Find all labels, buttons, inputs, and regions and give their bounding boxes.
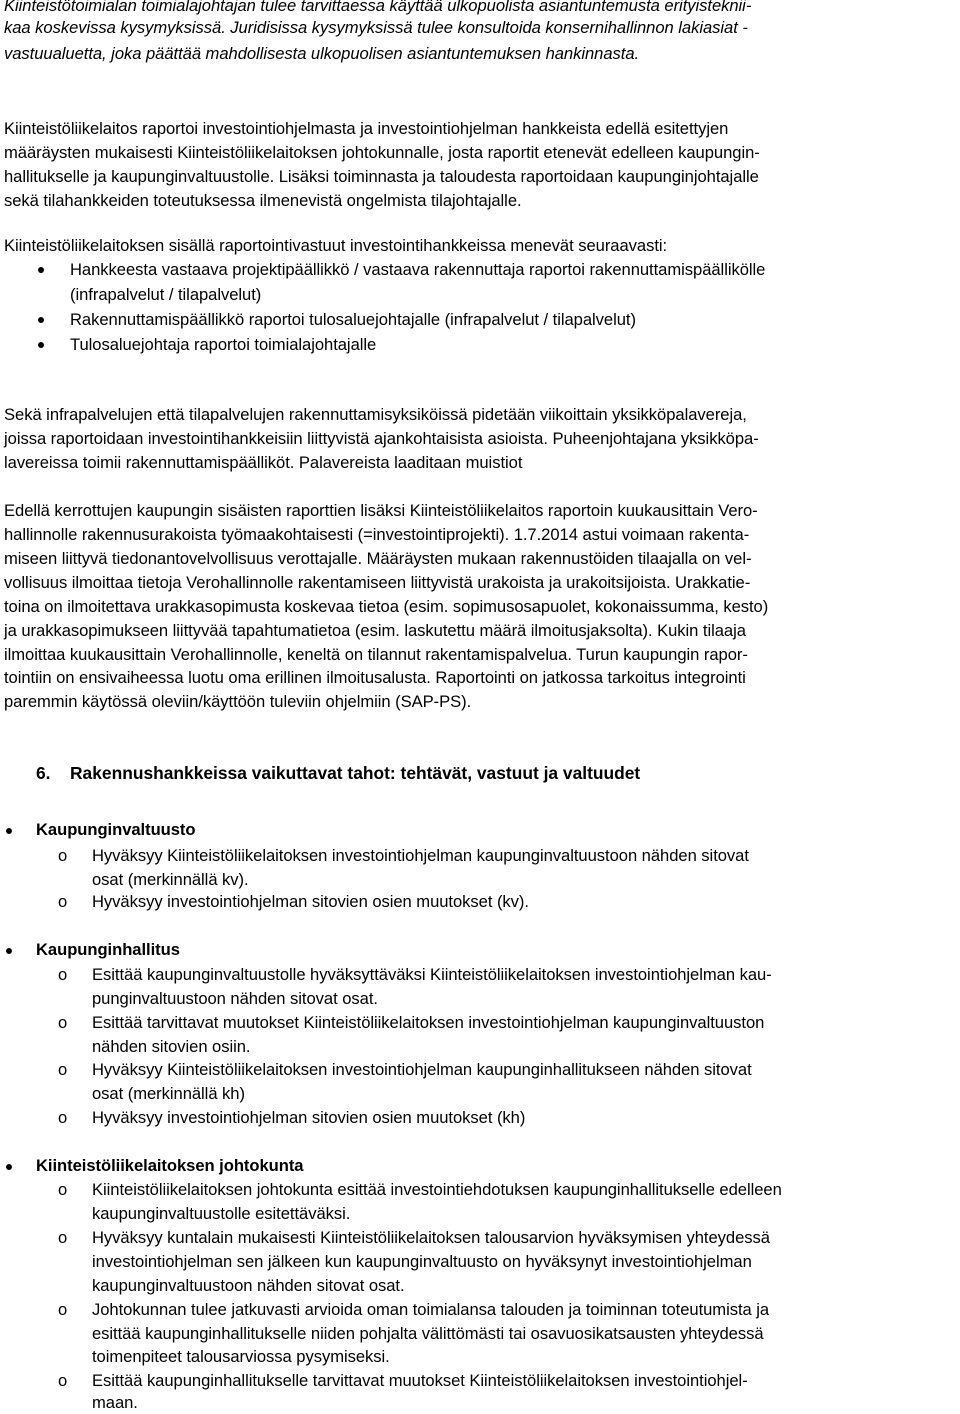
sub-item-text: Hyväksyy Kiinteistöliikelaitoksen investointiohjelman kaupunginvaltuustoon nähden sitovat	[92, 846, 749, 865]
bullet-text: Hankkeesta vastaava projektipäällikkö / vastaava rakennuttaja raportoi rakennuttamispäällikölle	[70, 260, 766, 279]
sub-item-text: Esittää kaupunginvaltuustolle hyväksyttäväksi Kiinteistöliikelaitoksen investointiohjelman kau-	[92, 965, 772, 984]
paragraph-line: tointiin on ensivaiheessa luotu oma erillinen ilmoitusalusta. Raportointi on jatkossa tarkoitus integrointi	[4, 668, 746, 687]
bullet-icon	[6, 828, 12, 834]
sub-item-text: nähden sitovien osiin.	[92, 1037, 251, 1056]
bullet-icon	[38, 342, 44, 348]
paragraph-line: paremmin käytössä oleviin/käyttöön tuleviin ohjelmiin (SAP-PS).	[4, 692, 472, 711]
sub-item-text: kaupunginvaltuustoon nähden sitovat osat.	[92, 1276, 405, 1295]
sub-item-text: Kiinteistöliikelaitoksen johtokunta esittää investointiehdotuksen kaupunginhallitukselle edelleen	[92, 1180, 782, 1199]
sub-bullet-icon: o	[58, 965, 68, 984]
sub-item-text: maan.	[92, 1393, 138, 1412]
body-title: Kaupunginhallitus	[36, 940, 180, 959]
paragraph-line: vollisuus ilmoittaa tietoja Verohallinnolle rakentamiseen liittyvistä urakoista ja urakoitsijoista. Urakkatie-	[4, 573, 751, 592]
paragraph-line: ilmoittaa kuukausittain Verohallinnolle, keneltä on tilannut rakentamispalvelua. Turun kaupungin rapor-	[4, 645, 748, 664]
body-title: Kiinteistöliikelaitoksen johtokunta	[36, 1156, 304, 1175]
sub-item-text: kaupunginvaltuustolle esitettäväksi.	[92, 1204, 351, 1223]
sub-bullet-icon: o	[58, 1180, 68, 1199]
bullet-text: Tulosaluejohtaja raportoi toimialajohtajalle	[70, 335, 377, 354]
sub-item-text: Hyväksyy Kiinteistöliikelaitoksen investointiohjelman kaupunginhallitukseen nähden sitovat	[92, 1060, 752, 1079]
bullet-icon	[6, 948, 12, 954]
bullet-icon	[38, 317, 44, 323]
sub-item-text: Hyväksyy investointiohjelman sitovien osien muutokset (kv).	[92, 892, 529, 911]
section-number: 6.	[36, 763, 51, 783]
bullet-icon	[38, 267, 44, 273]
section-title: Rakennushankkeissa vaikuttavat tahot: tehtävät, vastuut ja valtuudet	[70, 763, 641, 783]
sub-item-text: osat (merkinnällä kv).	[92, 870, 249, 889]
paragraph-line: ja urakkasopimukseen liittyvää tapahtumatietoa (esim. laskutettu määrä ilmoitusjaksolta). Kukin tilaaja	[4, 621, 746, 640]
sub-item-text: osat (merkinnällä kh)	[92, 1084, 245, 1103]
sub-item-text: Esittää tarvittavat muutokset Kiinteistöliikelaitoksen investointiohjelman kaupunginvaltuuston	[92, 1013, 765, 1032]
paragraph-line: sekä tilahankkeiden toteutuksessa ilmenevistä ongelmista tilajohtajalle.	[4, 191, 522, 210]
paragraph-line: joissa raportoidaan investointihankkeisiin liittyvistä ajankohtaisista asioista. Puheenjohtajana yksikköpa-	[4, 429, 759, 448]
bullet-text: Rakennuttamispäällikkö raportoi tulosaluejohtajalle (infrapalvelut / tilapalvelut)	[70, 310, 636, 329]
sub-bullet-icon: o	[58, 892, 68, 911]
sub-item-text: Esittää kaupunginhallitukselle tarvittavat muutokset Kiinteistöliikelaitoksen investointiohjel-	[92, 1371, 748, 1390]
sub-bullet-icon: o	[58, 1060, 68, 1079]
paragraph-line: lavereissa toimii rakennuttamispäälliköt. Palavereista laaditaan muistiot	[4, 453, 523, 472]
intro-line: kaa koskevissa kysymyksissä. Juridisissa kysymyksissä tulee konsultoida konsernihallinnon lakiasiat -	[4, 18, 748, 37]
intro-line: vastuualuetta, joka päättää mahdollisesta ulkopuolisen asiantuntemuksen hankinnasta.	[4, 44, 640, 63]
paragraph-line: Edellä kerrottujen kaupungin sisäisten raporttien lisäksi Kiinteistöliikelaitos raportoin kuukausittain Vero-	[4, 501, 758, 520]
paragraph-line: hallinnolle rakennusurakoista työmaakohtaisesti (=investointiprojekti). 1.7.2014 astui voimaan rakenta-	[4, 525, 750, 544]
sub-bullet-icon: o	[58, 1371, 68, 1390]
sub-bullet-icon: o	[58, 1300, 68, 1319]
body-title: Kaupunginvaltuusto	[36, 820, 196, 839]
sub-item-text: esittää kaupunginhallitukselle niiden pohjalta välittömästi tai osavuosikatsausten yhteydessä	[92, 1324, 764, 1343]
sub-bullet-icon: o	[58, 1013, 68, 1032]
sub-item-text: toimenpiteet talousarviossa pysymiseksi.	[92, 1347, 390, 1366]
paragraph-line: Sekä infrapalvelujen että tilapalvelujen rakennuttamisyksiköissä pidetään viikoittain yksikköpalavereja,	[4, 405, 747, 424]
bullet-text: (infrapalvelut / tilapalvelut)	[70, 285, 262, 304]
paragraph-line: Kiinteistöliikelaitos raportoi investointiohjelmasta ja investointiohjelman hankkeista edellä esitettyjen	[4, 119, 729, 138]
paragraph-line: toina on ilmoitettava urakkasopimusta koskevaa tietoa (esim. sopimusosapuolet, kokonaissumma, kesto)	[4, 597, 769, 616]
paragraph-line: määräysten mukaisesti Kiinteistöliikelaitoksen johtokunnalle, josta raportit etenevät edelleen kaupungin-	[4, 143, 760, 162]
bullet-icon	[6, 1164, 12, 1170]
sub-item-text: investointiohjelman sen jälkeen kun kaupunginvaltuusto on hyväksynyt investointiohjelman	[92, 1252, 752, 1271]
intro-line: Kiinteistötoimialan toimialajohtajan tulee tarvittaessa käyttää ulkopuolista asiantuntemusta erityisteknii-	[4, 0, 752, 15]
sub-item-text: Hyväksyy investointiohjelman sitovien osien muutokset (kh)	[92, 1108, 526, 1127]
sub-item-text: Johtokunnan tulee jatkuvasti arvioida oman toimialansa talouden ja toiminnan toteutumista ja	[92, 1300, 770, 1319]
paragraph-line: hallitukselle ja kaupunginvaltuustolle. Lisäksi toiminnasta ja taloudesta raportoidaan kaupunginjohtajalle	[4, 167, 759, 186]
reporting-intro: Kiinteistöliikelaitoksen sisällä raportointivastuut investointihankkeissa menevät seuraavasti:	[4, 236, 668, 255]
sub-bullet-icon: o	[58, 1108, 68, 1127]
sub-bullet-icon: o	[58, 1228, 68, 1247]
paragraph-line: miseen liittyvä tiedonantovelvollisuus verottajalle. Määräysten mukaan rakennustöiden tilaajalla on vel-	[4, 549, 752, 568]
sub-item-text: Hyväksyy kuntalain mukaisesti Kiinteistöliikelaitoksen talousarvion hyväksymisen yhteydessä	[92, 1228, 770, 1247]
sub-bullet-icon: o	[58, 846, 68, 865]
sub-item-text: punginvaltuustoon nähden sitovat osat.	[92, 989, 378, 1008]
